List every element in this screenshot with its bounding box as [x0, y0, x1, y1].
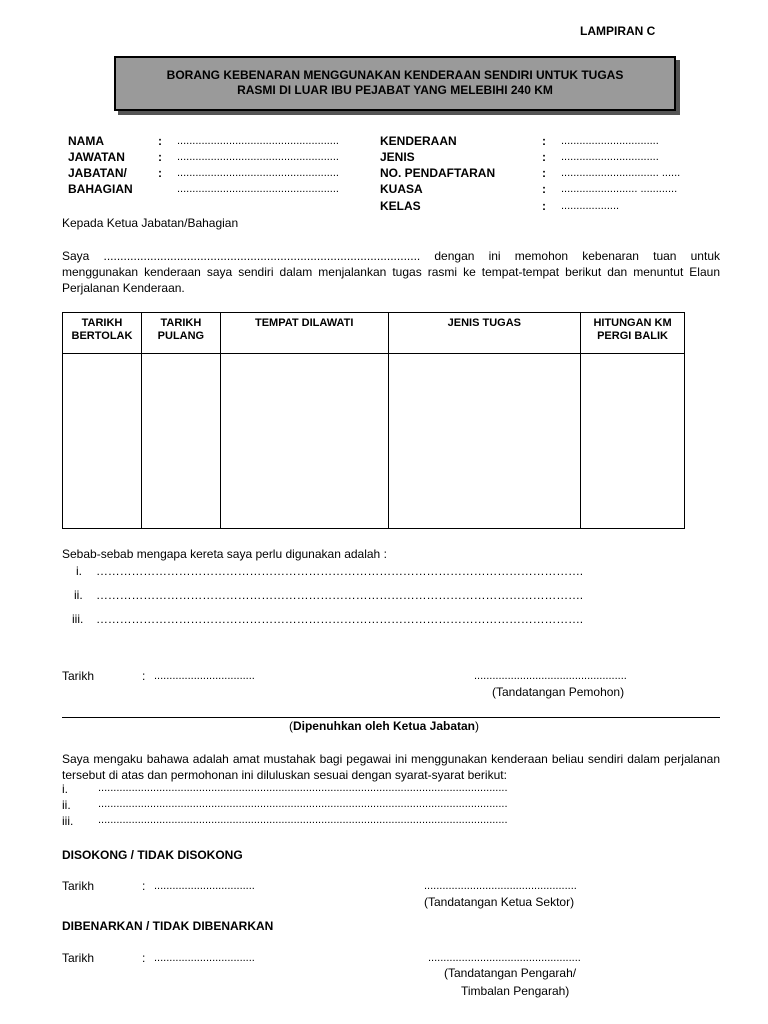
- table-row[interactable]: [63, 354, 685, 529]
- table-cell[interactable]: [220, 354, 388, 529]
- reason-number: i.: [76, 564, 82, 578]
- field-colon: :: [542, 134, 546, 148]
- field-label-nama: NAMA: [68, 134, 104, 148]
- field-input-jabatan[interactable]: .....................................................: [177, 167, 339, 179]
- table-header-cell: JENIS TUGAS: [388, 313, 581, 354]
- form-title-line1: BORANG KEBENARAN MENGGUNAKAN KENDERAAN SENDIRI UNTUK TUGAS: [166, 68, 624, 82]
- applicant-date-input[interactable]: .................................: [154, 670, 255, 682]
- field-input-no-pendaftaran[interactable]: ................................ ......: [561, 167, 681, 179]
- condition-number: iii.: [62, 814, 74, 828]
- reason-input[interactable]: …………………………………………………………………………………………………………….: [96, 588, 583, 602]
- form-title-line2: RASMI DI LUAR IBU PEJABAT YANG MELEBIHI 240 KM: [237, 83, 553, 97]
- support-date-input[interactable]: .................................: [154, 880, 255, 892]
- condition-input[interactable]: ......................................................................................................................................: [98, 814, 508, 826]
- condition-number: ii.: [62, 798, 71, 812]
- addressee: Kepada Ketua Jabatan/Bahagian: [62, 216, 239, 230]
- field-colon: :: [542, 182, 546, 196]
- date-label: Tarikh: [62, 879, 95, 893]
- head-section-title: (Dipenuhkan oleh Ketua Jabatan): [288, 719, 480, 733]
- field-label-jabatan: JABATAN/: [68, 166, 127, 180]
- field-colon: :: [542, 199, 546, 213]
- trip-table: [62, 312, 685, 529]
- reason-input[interactable]: …………………………………………………………………………………………………………….: [96, 564, 583, 578]
- field-colon: :: [142, 669, 146, 683]
- field-input-bahagian[interactable]: .....................................................: [177, 183, 339, 195]
- table-header-cell: TEMPAT DILAWATI: [220, 313, 388, 354]
- director-signature-caption-2: Timbalan Pengarah): [461, 984, 570, 998]
- director-signature-caption-1: (Tandatangan Pengarah/: [444, 966, 577, 980]
- table-cell[interactable]: [63, 354, 142, 529]
- approve-date-input[interactable]: .................................: [154, 952, 255, 964]
- field-label-kenderaan: KENDERAAN: [380, 134, 457, 148]
- form-title-box: [114, 56, 676, 111]
- field-colon: :: [142, 879, 146, 893]
- director-signature-line[interactable]: ..................................................: [428, 952, 581, 964]
- section-divider: [62, 717, 720, 718]
- field-input-kuasa[interactable]: ......................... ............: [561, 183, 678, 195]
- attachment-label: LAMPIRAN C: [580, 24, 656, 38]
- table-header-cell: HITUNGAN KM PERGI BALIK: [581, 313, 685, 354]
- field-label-kelas: KELAS: [380, 199, 421, 213]
- support-label: DISOKONG / TIDAK DISOKONG: [62, 848, 243, 862]
- table-cell[interactable]: [581, 354, 685, 529]
- approve-label: DIBENARKAN / TIDAK DIBENARKAN: [62, 919, 274, 933]
- table-header-cell: TARIKH PULANG: [141, 313, 220, 354]
- table-cell[interactable]: [388, 354, 581, 529]
- condition-number: i.: [62, 782, 68, 796]
- field-input-jenis[interactable]: ................................: [561, 151, 659, 163]
- request-paragraph: Saya ............................................................................................... dengan ini memohon kebenaran tuan untuk menggunakan kenderaan saya sendiri dalam menjalankan tugas rasmi ke tempat-tempat berikut dan menuntut Elaun Perjalanan Kenderaan.: [62, 249, 720, 295]
- condition-input[interactable]: ......................................................................................................................................: [98, 798, 508, 810]
- reasons-intro: Sebab-sebab mengapa kereta saya perlu digunakan adalah :: [62, 547, 387, 561]
- field-input-kenderaan[interactable]: ................................: [561, 135, 659, 147]
- field-input-nama[interactable]: .....................................................: [177, 135, 339, 147]
- field-label-no-pendaftaran: NO. PENDAFTARAN: [380, 166, 496, 180]
- field-label-kuasa: KUASA: [380, 182, 423, 196]
- reason-number: ii.: [74, 588, 83, 602]
- table-cell[interactable]: [141, 354, 220, 529]
- declaration-paragraph: Saya mengaku bahawa adalah amat mustahak bagi pegawai ini menggunakan kenderaan beliau sendiri dalam perjalanan tersebut di atas dan permohonan ini diluluskan sesuai dengan syarat-syarat berikut:: [62, 752, 720, 782]
- applicant-signature-line[interactable]: ..................................................: [474, 670, 627, 682]
- reason-input[interactable]: …………………………………………………………………………………………………………….: [96, 612, 583, 626]
- field-colon: :: [542, 150, 546, 164]
- date-label: Tarikh: [62, 951, 95, 965]
- field-colon: :: [542, 166, 546, 180]
- table-header-cell: TARIKH BERTOLAK: [63, 313, 142, 354]
- applicant-signature-caption: (Tandatangan Pemohon): [492, 685, 625, 699]
- field-label-bahagian: BAHAGIAN: [68, 182, 133, 196]
- condition-input[interactable]: ......................................................................................................................................: [98, 782, 508, 794]
- sector-signature-caption: (Tandatangan Ketua Sektor): [424, 895, 575, 909]
- table-header-row: [63, 313, 685, 354]
- date-label: Tarikh: [62, 669, 95, 683]
- field-colon: :: [158, 150, 162, 164]
- field-input-jawatan[interactable]: .....................................................: [177, 151, 339, 163]
- field-colon: :: [158, 134, 162, 148]
- field-label-jenis: JENIS: [380, 150, 415, 164]
- field-label-jawatan: JAWATAN: [68, 150, 125, 164]
- sector-signature-line[interactable]: ..................................................: [424, 880, 577, 892]
- reason-number: iii.: [72, 612, 84, 626]
- field-input-kelas[interactable]: ...................: [561, 200, 620, 212]
- field-colon: :: [142, 951, 146, 965]
- field-colon: :: [158, 166, 162, 180]
